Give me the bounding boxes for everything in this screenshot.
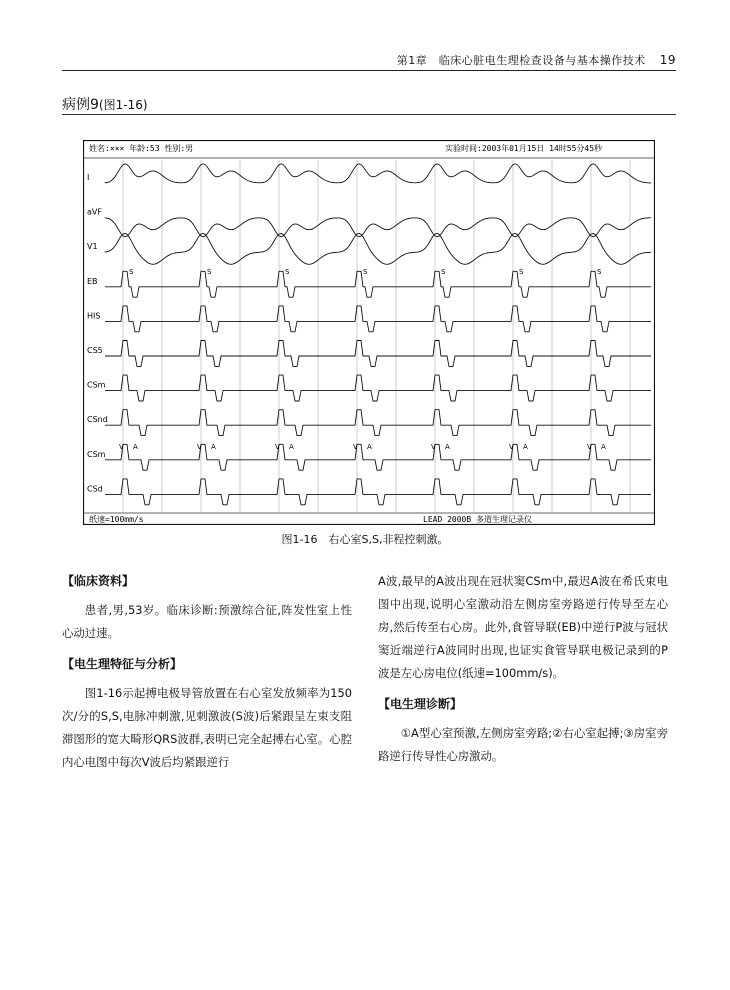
stimulus-marker: S	[363, 267, 368, 276]
a-wave-marker: A	[523, 442, 528, 451]
case-heading	[62, 94, 148, 114]
right-column	[378, 570, 668, 776]
a-wave-marker: A	[289, 442, 294, 451]
clinical-data-text: 患者,男,53岁。临床诊断:预激综合征,阵发性室上性心动过速。	[62, 603, 352, 640]
section-heading-diagnosis: 【电生理诊断】	[378, 697, 463, 711]
channel-label: CSm	[87, 449, 106, 459]
a-wave-marker: A	[133, 442, 138, 451]
stimulus-marker: S	[285, 267, 290, 276]
recording-info-left: 姓名:××× 年龄:53 性别:男	[89, 144, 194, 153]
v-wave-marker: V	[587, 442, 592, 451]
recording-info-right: 实验时间:2003年01月15日 14时55分45秒	[445, 144, 603, 153]
recorder-label: LEAD 2000B 多道生理记录仪	[423, 515, 532, 524]
running-header	[62, 50, 676, 71]
left-column	[62, 570, 352, 782]
stimulus-marker: S	[519, 267, 524, 276]
v-wave-marker: V	[509, 442, 514, 451]
v-wave-marker: V	[275, 442, 280, 451]
channel-label: CSd	[87, 484, 103, 494]
channel-label: I	[87, 173, 90, 183]
stimulus-marker: S	[207, 267, 212, 276]
channel-label: EB	[87, 276, 98, 286]
a-wave-marker: A	[367, 442, 372, 451]
diagnosis-text: ①A型心室预激,左侧房室旁路;②右心室起搏;③房室旁路逆行传导性心房激动。	[378, 726, 668, 763]
v-wave-marker: V	[119, 442, 124, 451]
analysis-text: 图1-16示起搏电极导管放置在右心室发放频率为150次/分的S,S,电脉冲刺激,见刺激波(S波)后紧跟呈左束支阻滞图形的宽大畸形QRS波群,表明已完全起搏右心室。心腔内心电图中每次V波后均紧跟逆行	[62, 686, 352, 769]
page-number: 19	[659, 53, 676, 67]
stimulus-marker: S	[597, 267, 602, 276]
case-divider	[62, 114, 676, 115]
a-wave-marker: A	[601, 442, 606, 451]
ecg-figure	[83, 140, 655, 525]
case-title: 病例9	[62, 97, 99, 113]
v-wave-marker: V	[353, 442, 358, 451]
section-heading-clinical: 【临床资料】	[62, 574, 135, 588]
figure-caption: 图1-16 右心室S,S,非程控刺激。	[281, 533, 449, 546]
v-wave-marker: V	[197, 442, 202, 451]
a-wave-marker: A	[211, 442, 216, 451]
channel-label: CS5	[87, 346, 103, 356]
section-heading-analysis: 【电生理特征与分析】	[62, 657, 183, 671]
channel-label: aVF	[87, 207, 102, 217]
stimulus-marker: S	[129, 267, 134, 276]
v-wave-marker: V	[431, 442, 436, 451]
figure-reference: (图1-16)	[98, 98, 148, 112]
ecg-tracing	[83, 140, 655, 525]
channel-label: HIS	[87, 311, 101, 321]
chapter-title: 第1章 临床心脏电生理检查设备与基本操作技术	[396, 54, 646, 67]
channel-label: CSnd	[87, 415, 108, 425]
analysis-continued-text: A波,最早的A波出现在冠状窦CSm中,最迟A波在希氏束电图中出现,说明心室激动沿左侧房室旁路逆行传导至左心房,然后传至右心房。此外,食管导联(EB)中逆行P波与冠状窦近端逆行A波同时出现,也证实食管导联电极记录到的P波是左心房电位(纸速=100mm/s)。	[378, 574, 668, 680]
header-text	[397, 52, 676, 68]
channel-label: V1	[87, 242, 98, 252]
stimulus-marker: S	[441, 267, 446, 276]
paper-speed-label: 纸速=100mm/s	[89, 515, 144, 524]
a-wave-marker: A	[445, 442, 450, 451]
channel-label: CSm	[87, 380, 106, 390]
